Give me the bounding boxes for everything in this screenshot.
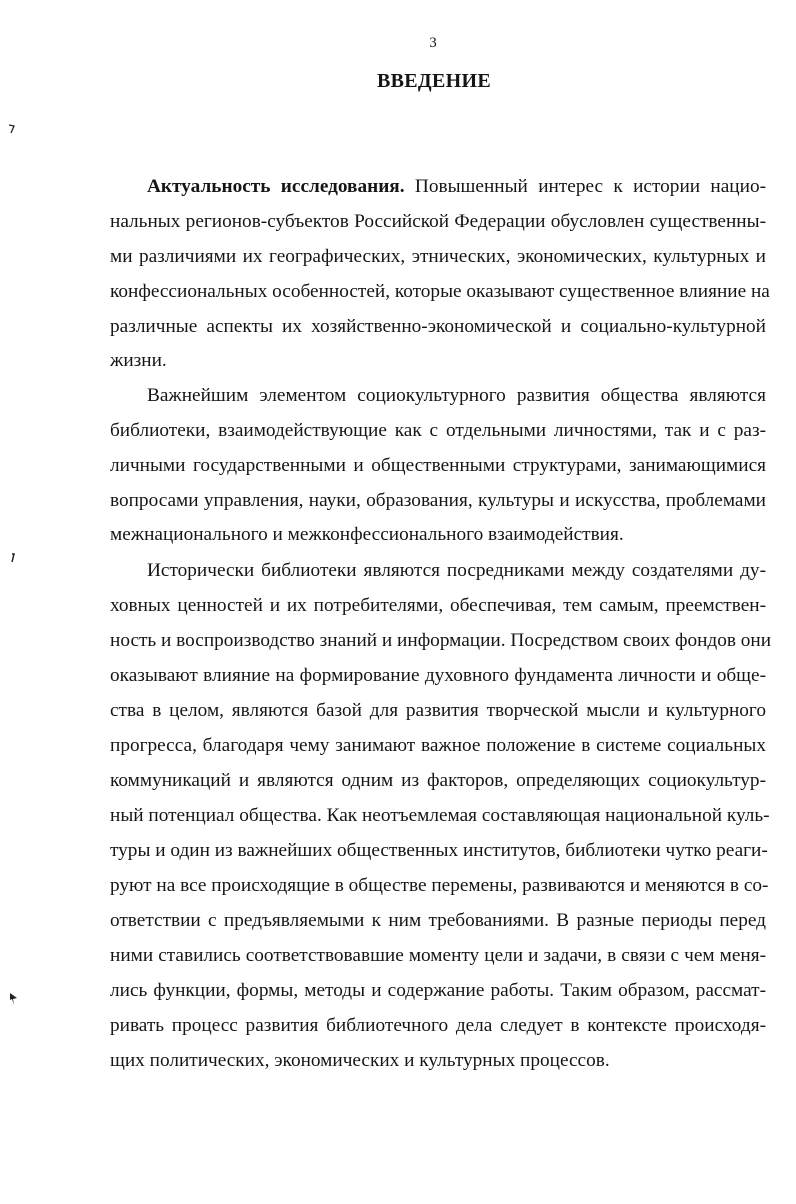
line-text: Повышенный интерес к истории нацио- <box>404 176 767 197</box>
margin-mark-bottom-icon <box>9 992 18 1006</box>
paragraph-line: нальных регионов-субъектов Российской Федерации обусловлен существенны- <box>110 211 766 232</box>
paragraph-line: библиотеки, взаимодействующие как с отдельными личностями, так и с раз- <box>110 420 766 441</box>
paragraph-line: жизни. <box>110 350 167 371</box>
paragraph-line: щих политических, экономических и культурных процессов. <box>110 1050 610 1071</box>
paragraph-line: вопросами управления, науки, образования, культуры и искусства, проблемами <box>110 490 766 511</box>
page-number: 3 <box>429 35 437 51</box>
margin-mark-middle-icon <box>10 553 16 563</box>
paragraph-line: ними ставились соответствовавшие моменту цели и задачи, в связи с чем меня- <box>110 945 766 966</box>
paragraph-line: Важнейшим элементом социокультурного развития общества являются <box>147 385 766 406</box>
paragraph-line <box>147 174 766 200</box>
paragraph-line: ность и воспроизводство знаний и информации. Посредством своих фондов они <box>110 630 772 651</box>
paragraph-line: ства в целом, являются базой для развития творческой мысли и культурного <box>110 700 766 721</box>
margin-mark-bottom <box>9 992 18 1008</box>
paragraph-line: различные аспекты их хозяйственно-экономической и социально-культурной <box>110 316 766 337</box>
paragraph-line: коммуникаций и являются одним из факторов, определяющих социокультур- <box>110 770 766 791</box>
lead-phrase: Актуальность исследования. <box>147 176 405 197</box>
paragraph-line: Исторически библиотеки являются посредниками между создателями ду- <box>147 560 766 581</box>
paragraph-line: межнационального и межконфессионального взаимодействия. <box>110 524 624 545</box>
margin-mark-middle <box>10 553 16 565</box>
paragraph-line: конфессиональных особенностей, которые оказывают существенное влияние на <box>110 281 770 302</box>
paragraph-line: личными государственными и общественными структурами, занимающимися <box>110 455 766 476</box>
paragraph-line: ховных ценностей и их потребителями, обеспечивая, тем самым, преемствен- <box>110 595 766 616</box>
paragraph-line: лись функции, формы, методы и содержание работы. Таким образом, рассмат- <box>110 980 766 1001</box>
page-title: ВВЕДЕНИЕ <box>377 70 491 92</box>
paragraph-line: прогресса, благодаря чему занимают важное положение в системе социальных <box>110 735 766 756</box>
paragraph-line: ный потенциал общества. Как неотъемлемая составляющая национальной куль- <box>110 805 770 826</box>
paragraph-line: туры и один из важнейших общественных институтов, библиотеки чутко реаги- <box>110 840 768 861</box>
margin-mark-top-icon <box>8 124 16 134</box>
paragraph-line: ответствии с предъявляемыми к ним требованиями. В разные периоды перед <box>110 910 766 931</box>
paragraph-line: ривать процесс развития библиотечного дела следует в контексте происходя- <box>110 1015 766 1036</box>
margin-mark-top <box>8 124 16 136</box>
paragraph-line: ми различиями их географических, этнических, экономических, культурных и <box>110 246 766 267</box>
paragraph-line: руют на все происходящие в обществе перемены, развиваются и меняются в со- <box>110 875 769 896</box>
paragraph-line: оказывают влияние на формирование духовного фундамента личности и обще- <box>110 665 766 686</box>
